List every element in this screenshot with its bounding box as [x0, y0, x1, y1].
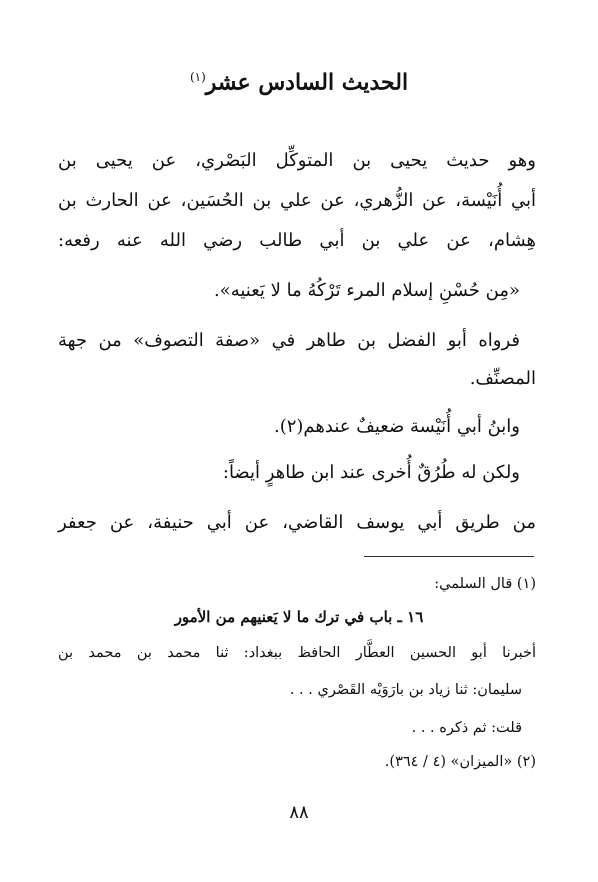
body-line-7: وابنُ أبي أُنَيْسة ضعيفٌ عندهم(٢). — [273, 416, 520, 437]
chapter-title-text: الحديث السادس عشر — [205, 69, 409, 96]
body-line-9: من طريق أبي يوسف القاضي، عن أبي حنيفة، عن جعفر — [58, 512, 536, 533]
body-line-5: فرواه أبو الفضل بن طاهر في «صفة التصوف» من جهة — [58, 330, 520, 351]
body-line-6: المصنِّف. — [469, 368, 536, 389]
body-line-3: هِشام، عن علي بن أبي طالب رضي الله عنه رفعه: — [58, 230, 536, 251]
footnote-1-line-2: سليمان: ثنا زياد بن بارَوَيْه القَصْري . . . — [289, 682, 522, 698]
footnote-2: (٢) «الميزان» (٤ / ٣٦٤). — [384, 754, 536, 770]
hadith-text: «مِن حُسْنِ إسلام المرء تَرْكُهُ ما لا يَعنيه». — [213, 280, 520, 301]
body-line-1: وهو حديث يحيى بن المتوكِّل البَصْري، عن يحيى بن — [58, 150, 536, 171]
page-number: ٨٨ — [289, 802, 309, 823]
body-line-8: ولكن له طُرُقٌ أُخرى عند ابن طاهرٍ أيضاً: — [222, 462, 520, 483]
footnote-1-line-1: أخبرنا أبو الحسين العطَّار الحافظ ببغداد: ثنا محمد بن محمد بن — [58, 645, 536, 661]
footnote-separator — [364, 556, 534, 557]
footnote-1-line-3: قلت: ثم ذكره . . . — [411, 720, 522, 736]
body-line-2: أبي أُنَيْسة، عن الزُّهري، عن علي بن الحُسَين، عن الحارث بن — [58, 190, 536, 211]
chapter-title — [0, 62, 598, 97]
title-footnote-marker: (١) — [189, 70, 206, 84]
footnote-1-label: (١) قال السلمي: — [434, 576, 536, 592]
footnote-1-heading: ١٦ ـ باب في ترك ما لا يَعنيهم من الأمور — [174, 608, 424, 626]
